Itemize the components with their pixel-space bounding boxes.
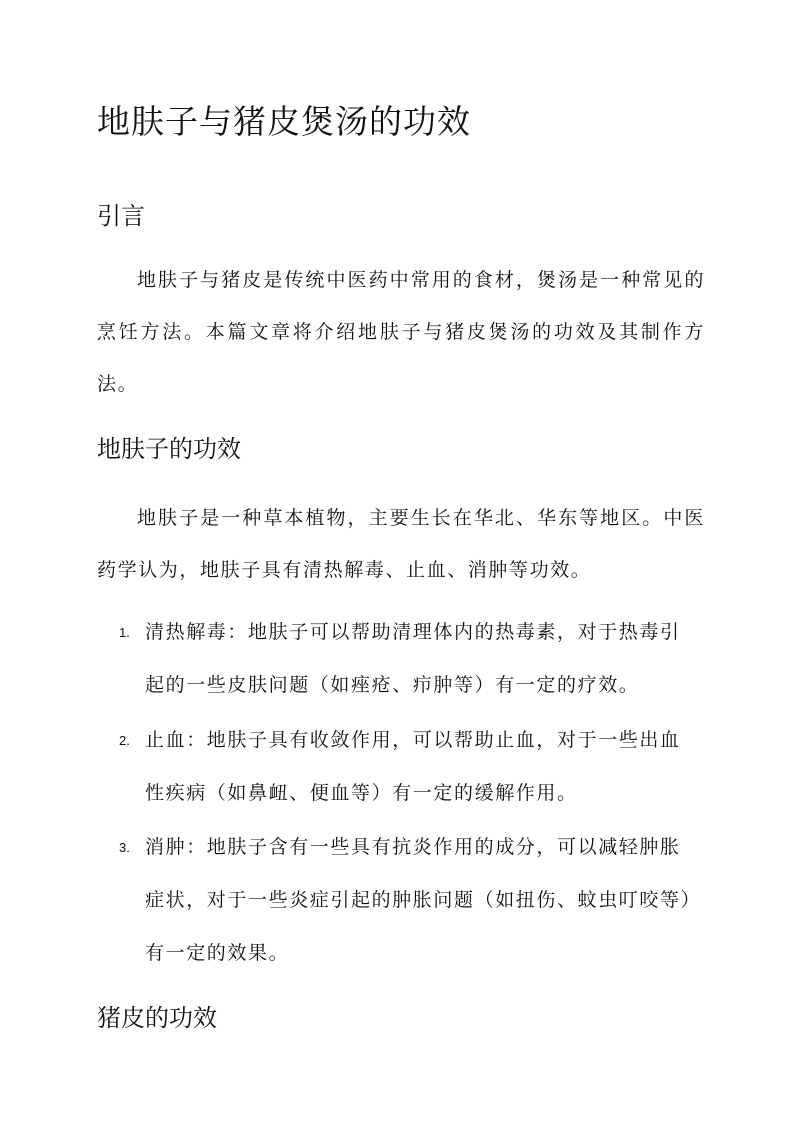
section-heading-intro: 引言 (97, 202, 145, 230)
list-item-text: 止血：地肤子具有收敛作用，可以帮助止血，对于一些出血性疾病（如鼻衄、便血等）有一定的缓解作用。 (145, 729, 681, 804)
intro-paragraph: 地肤子与猪皮是传统中医药中常用的食材，煲汤是一种常见的烹饪方法。本篇文章将介绍地肤子与猪皮煲汤的功效及其制作方法。 (97, 269, 705, 395)
page-title: 地肤子与猪皮煲汤的功效 (97, 102, 471, 141)
list-number: 2. (119, 733, 130, 748)
section-heading-zhupi: 猪皮的功效 (97, 1004, 217, 1032)
list-number: 3. (119, 840, 130, 855)
list-item (119, 606, 694, 712)
difuzi-paragraph: 地肤子是一种草本植物，主要生长在华北、华东等地区。中医药学认为，地肤子具有清热解毒、止血、消肿等功效。 (97, 507, 705, 581)
list-item-text: 清热解毒：地肤子可以帮助清理体内的热毒素，对于热毒引起的一些皮肤问题（如痤疮、疖肿等）有一定的疗效。 (145, 621, 681, 696)
section-heading-difuzi: 地肤子的功效 (97, 435, 241, 463)
list-item (119, 821, 694, 980)
list-number: 1. (119, 625, 130, 640)
list-item (119, 714, 694, 820)
list-item-text: 消肿：地肤子含有一些具有抗炎作用的成分，可以减轻肿胀症状，对于一些炎症引起的肿胀问题（如扭伤、蚊虫叮咬等）有一定的效果。 (145, 836, 692, 964)
